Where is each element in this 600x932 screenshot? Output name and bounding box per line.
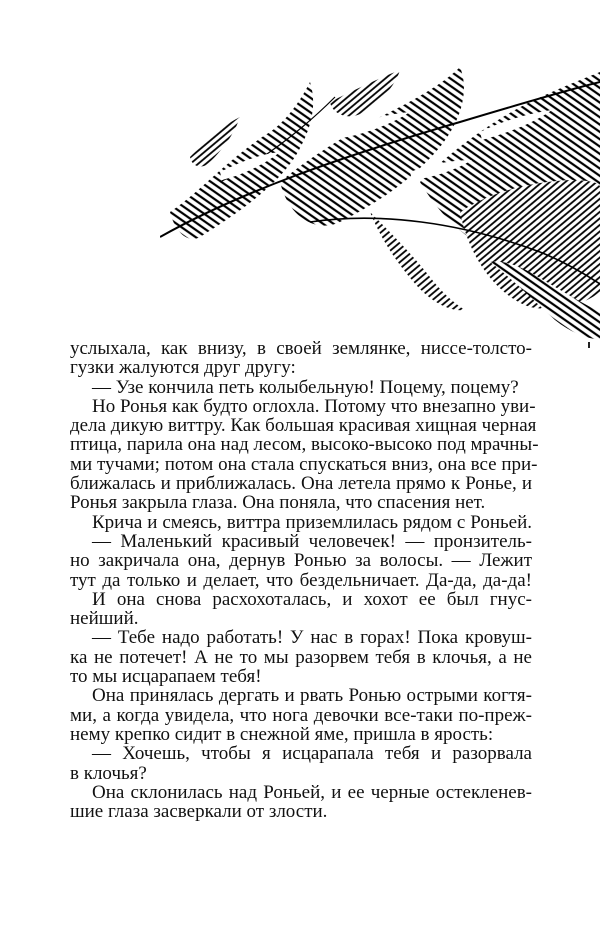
text-line: ми тучами; потом она стала спускаться вниз, она все при- — [70, 453, 538, 475]
text-line: в клочья? — [70, 762, 147, 784]
text-line: Но Ронья как будто оглохла. Потому что внезапно уви- — [92, 395, 536, 417]
text-line: нейший. — [70, 608, 139, 630]
text-line: Крича и смеясь, виттра приземлилась рядом с Роньей. — [92, 511, 532, 533]
text-line: ближалась и приближалась. Она летела прямо к Ронье, и — [70, 473, 532, 495]
text-line: нему крепко сидит в снежной яме, пришла в ярость: — [70, 723, 494, 745]
spruce-branches-illustration — [160, 62, 600, 340]
text-line: то мы исцарапаем тебя! — [70, 666, 262, 688]
text-line: — Узе кончила петь колыбельную! Поцему, поцему? — [92, 376, 519, 398]
text-line: — Тебе надо работать! У нас в горах! Пока кровуш- — [92, 627, 532, 649]
body-text — [70, 338, 539, 823]
text-line: ка не потечет! А не то мы разорвем тебя в клочья, а не — [70, 646, 532, 668]
text-line: дела дикую виттру. Как большая красивая хищная черная — [70, 415, 537, 437]
text-line: И она снова расхохоталась, и хохот ее был гнус- — [92, 588, 532, 610]
stray-ink-mark — [588, 342, 590, 348]
text-line: птица, парила она над лесом, высоко-высоко под мрачны- — [70, 434, 539, 456]
text-line: шие глаза засверкали от злости. — [70, 801, 328, 823]
text-line: Ронья закрыла глаза. Она поняла, что спасения нет. — [70, 492, 486, 514]
text-line: — Маленький красивый человечек! — пронзитель- — [92, 530, 532, 552]
text-line: тут да только и делает, что бездельничает. Да-да, да-да! — [70, 569, 532, 591]
text-line: услыхала, как внизу, в своей землянке, ниссе-толсто- — [70, 338, 532, 359]
text-line: Она склонилась над Роньей, и ее черные остекленев- — [92, 781, 532, 803]
text-line: — Хочешь, чтобы я исцарапала тебя и разорвала — [92, 743, 532, 765]
text-line: ми, а когда увидела, что нога девочки все-таки по-преж- — [70, 704, 532, 726]
text-line: гузки жалуются друг другу: — [70, 357, 296, 379]
text-line: но закричала она, дернув Ронью за волосы. — Лежит — [70, 550, 532, 572]
text-line: Она принялась дергать и рвать Ронью острыми когтя- — [92, 685, 532, 707]
